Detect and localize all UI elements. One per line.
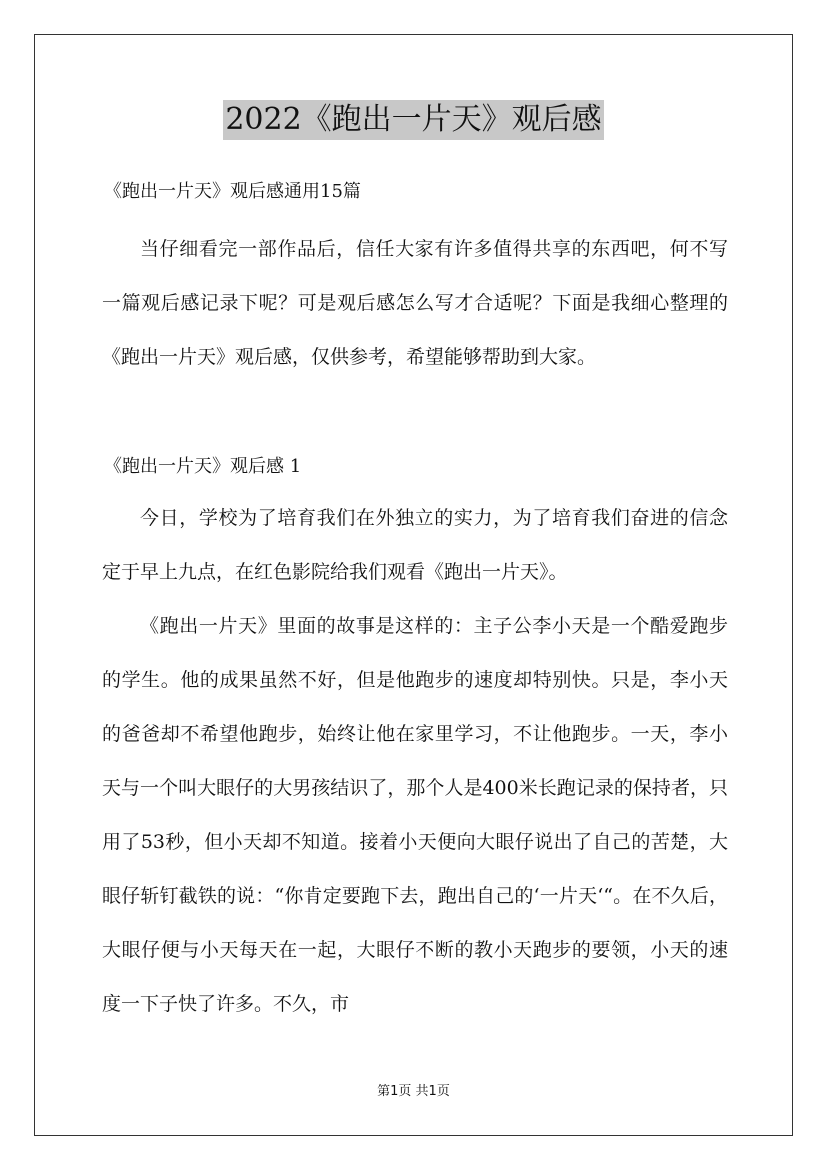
section-title: 《跑出一片天》观后感 1 xyxy=(104,456,302,477)
body-paragraph-1: 今日，学校为了培育我们在外独立的实力，为了培育我们奋进的信念定于早上九点，在红色影院给我们观看《跑出一片天》。 xyxy=(102,507,728,583)
intro-paragraph: 当仔细看完一部作品后，信任大家有许多值得共享的东西吧，何不写一篇观后感记录下呢？可是观后感怎么写才合适呢？下面是我细心整理的《跑出一片天》观后感，仅供参考，希望能够帮助到大家。 xyxy=(102,238,728,368)
page-footer: 第1页 共1页 xyxy=(377,1084,450,1099)
body-paragraph-2: 《跑出一片天》里面的故事是这样的：主子公李小天是一个酷爱跑步的学生。他的成果虽然不好，但是他跑步的速度却特别快。只是，李小天的爸爸却不希望他跑步，始终让他在家里学习，不让他跑步。一天，李小天与一个叫大眼仔的大男孩结识了，那个人是400米长跑记录的保持者，只用了53秒，但小天却不知道。接着小天便向大眼仔说出了自己的苦楚，大眼仔斩钉截铁的说：“你肯定要跑下去，跑出自己的‘一片天‘“。在不久后，大眼仔便与小天每天在一起，大眼仔不断的教小天跑步的要领，小天的速度一下子快了许多。不久，市 xyxy=(102,615,728,1015)
document-title: 2022《跑出一片天》观后感 xyxy=(223,100,603,140)
document-subtitle: 《跑出一片天》观后感通用15篇 xyxy=(104,181,361,202)
title-container xyxy=(0,100,827,140)
